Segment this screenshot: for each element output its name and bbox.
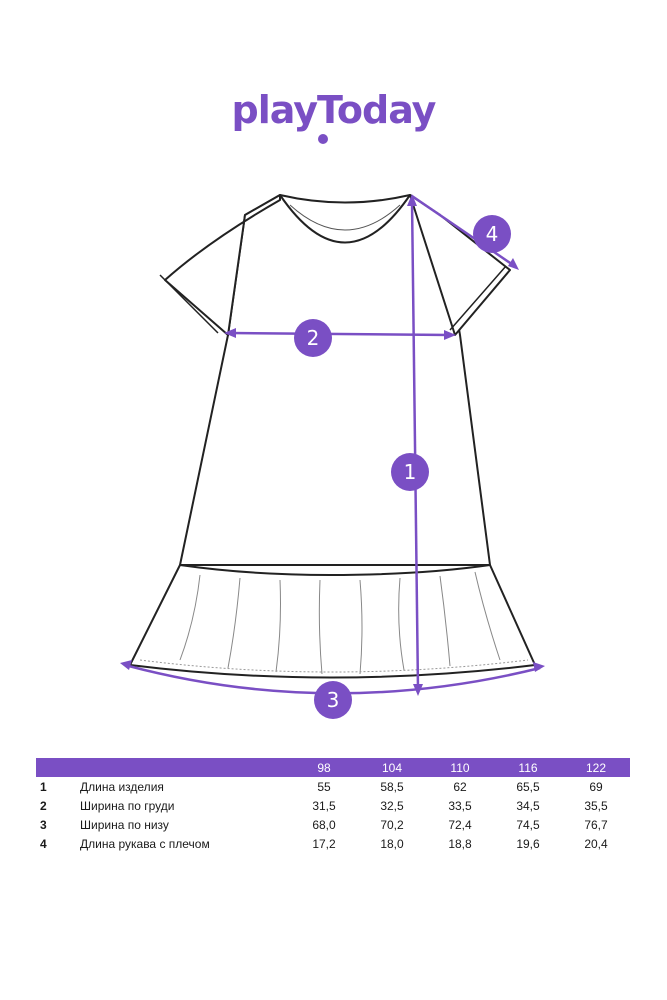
table-row: [36, 815, 630, 834]
svg-text:3: 3: [326, 688, 340, 712]
row-value: 58,5: [380, 779, 404, 794]
size-header-row: [36, 758, 630, 777]
dress-outline: [130, 195, 535, 678]
row-value: 33,5: [448, 798, 472, 813]
row-value: 76,7: [584, 817, 608, 832]
row-value: 31,5: [312, 798, 336, 813]
svg-text:2: 2: [306, 326, 320, 350]
row-value: 18,8: [448, 836, 472, 851]
row-value: 72,4: [448, 817, 472, 832]
row-label: Ширина по груди: [80, 798, 175, 813]
row-label: Длина рукава с плечом: [80, 836, 210, 851]
row-number: 4: [40, 836, 47, 851]
table-row: [36, 777, 630, 796]
header-label: [80, 758, 290, 777]
marker-2: [294, 319, 332, 357]
row-value: 74,5: [516, 817, 540, 832]
row-value: 70,2: [380, 817, 404, 832]
header-blank: [36, 758, 80, 777]
row-value: 34,5: [516, 798, 540, 813]
row-number: 3: [40, 817, 47, 832]
marker-4: [473, 215, 511, 253]
brand-logo: playToday: [231, 88, 436, 132]
row-label: Ширина по низу: [80, 817, 169, 832]
marker-1: [391, 453, 429, 491]
size-116: 116: [518, 760, 538, 775]
row-number: 1: [40, 779, 47, 794]
row-value: 19,6: [516, 836, 540, 851]
row-value: 68,0: [312, 817, 336, 832]
svg-text:1: 1: [403, 460, 417, 484]
row-value: 69: [589, 779, 603, 794]
row-value: 35,5: [584, 798, 608, 813]
svg-text:4: 4: [485, 222, 499, 246]
row-value: 65,5: [516, 779, 540, 794]
row-label: Длина изделия: [80, 779, 164, 794]
size-104: 104: [381, 760, 403, 775]
size-98: 98: [317, 760, 331, 775]
row-value: 62: [453, 779, 467, 794]
row-value: 55: [317, 779, 331, 794]
marker-3: [314, 681, 352, 719]
row-value: 20,4: [584, 836, 608, 851]
table-row: [36, 796, 630, 815]
row-value: 18,0: [380, 836, 404, 851]
row-number: 2: [40, 798, 47, 813]
row-value: 32,5: [380, 798, 404, 813]
size-122: 122: [585, 760, 607, 775]
row-value: 17,2: [312, 836, 336, 851]
size-110: 110: [450, 760, 470, 775]
table-row: [36, 834, 630, 853]
size-table: [36, 758, 630, 853]
